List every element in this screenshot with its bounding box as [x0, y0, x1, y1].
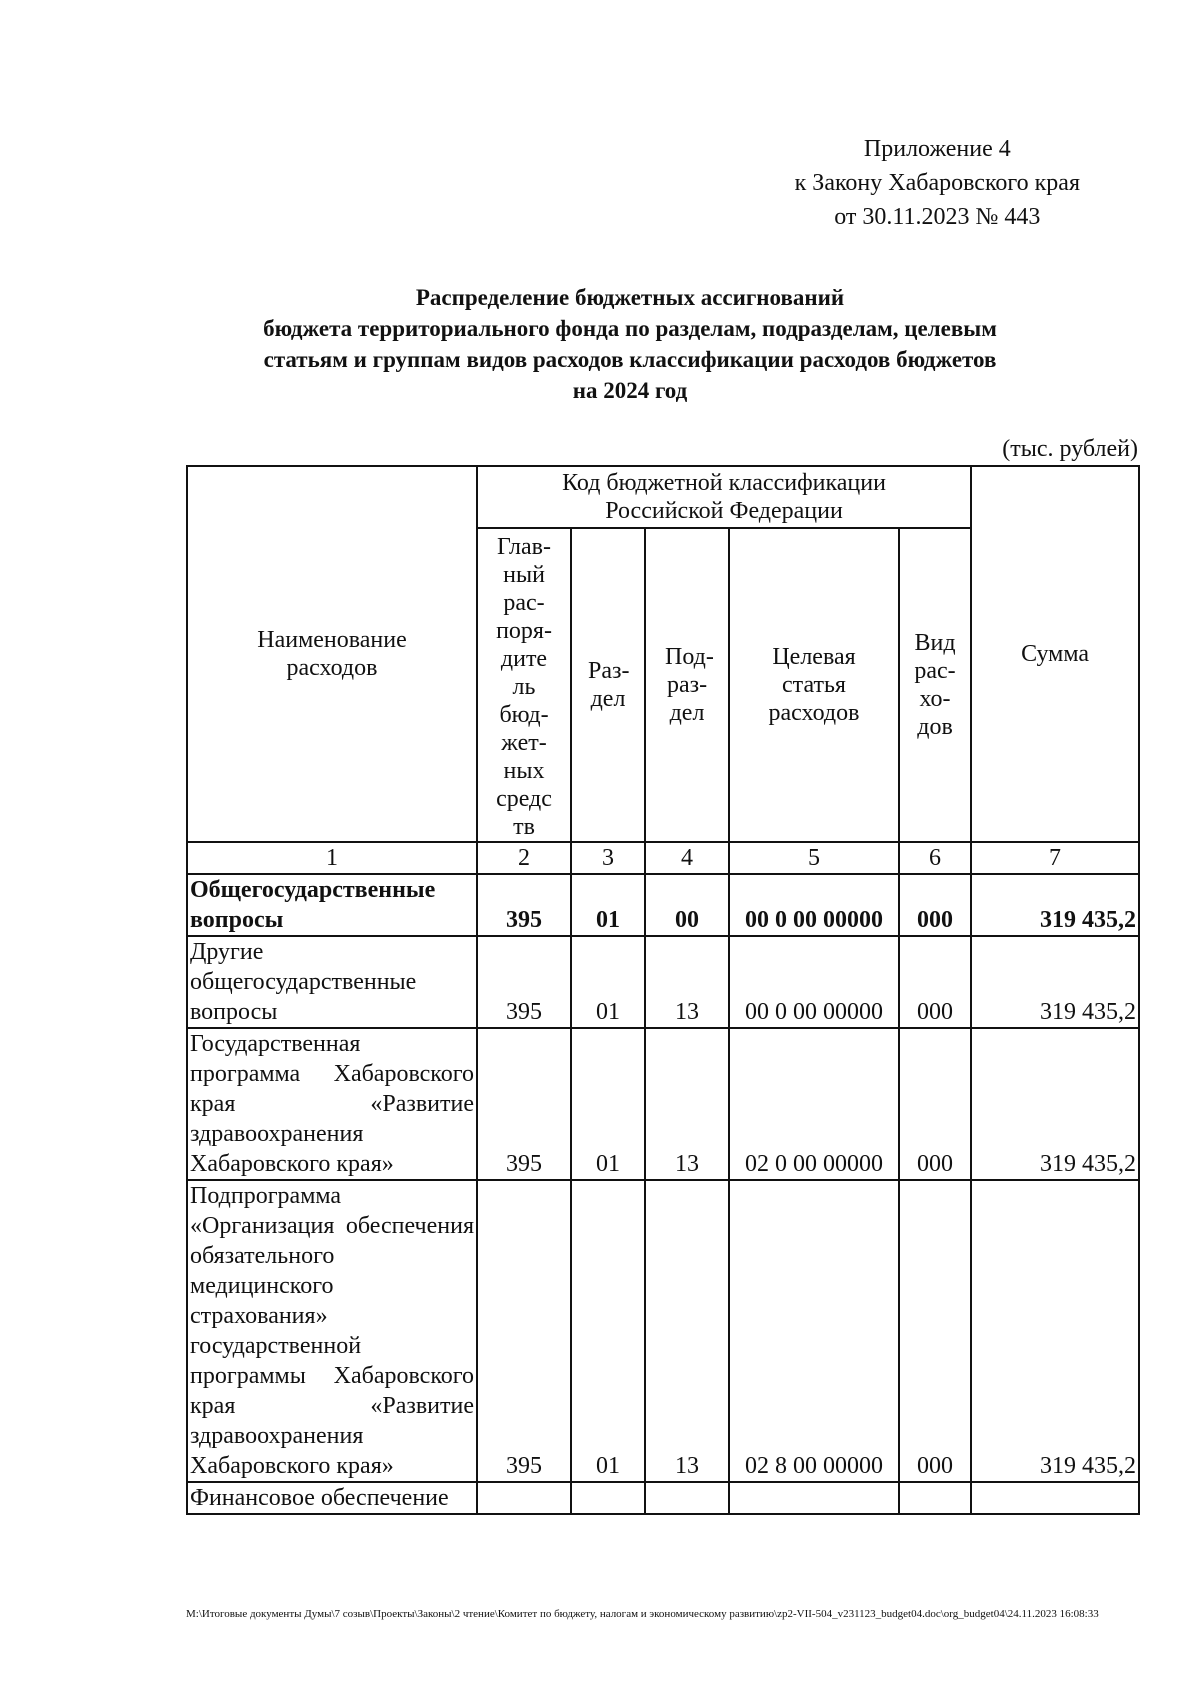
- row-expense-type: 000: [899, 936, 971, 1028]
- row-section: 01: [571, 874, 645, 936]
- row-expense-type: 000: [899, 874, 971, 936]
- column-number: 1: [187, 842, 477, 874]
- row-name: Общегосударственные вопросы: [187, 874, 477, 936]
- row-target: 02 8 00 00000: [729, 1180, 899, 1482]
- row-sum: 319 435,2: [971, 874, 1139, 936]
- row-name: Финансовое обеспечение: [187, 1482, 477, 1514]
- header-name: Наименование расходов: [187, 466, 477, 842]
- title-line-2: бюджета территориального фонда по разделам, подразделам, целевым: [263, 316, 997, 341]
- title-line-1: Распределение бюджетных ассигнований: [415, 285, 845, 310]
- header-section: [571, 528, 645, 842]
- table-row: [187, 936, 1139, 1028]
- header-subsection: [645, 528, 729, 842]
- row-section: [571, 1482, 645, 1514]
- column-number: 3: [571, 842, 645, 874]
- row-gr: 395: [477, 936, 571, 1028]
- row-name: Государственная программа Хабаровского края «Развитие здравоохранения Хабаровского края»: [187, 1028, 477, 1180]
- table-row: [187, 1482, 1139, 1514]
- row-subsection: 00: [645, 874, 729, 936]
- appendix-header: [795, 132, 1080, 234]
- budget-table: [186, 465, 1140, 1515]
- row-sum: 319 435,2: [971, 1180, 1139, 1482]
- units-label: (тыс. рублей): [1002, 436, 1138, 462]
- row-section: 01: [571, 1180, 645, 1482]
- row-expense-type: [899, 1482, 971, 1514]
- row-sum: 319 435,2: [971, 936, 1139, 1028]
- row-gr: 395: [477, 874, 571, 936]
- row-gr: [477, 1482, 571, 1514]
- row-subsection: 13: [645, 936, 729, 1028]
- row-subsection: 13: [645, 1028, 729, 1180]
- row-gr: 395: [477, 1028, 571, 1180]
- header-code-group: Код бюджетной классификации Российской Федерации: [477, 466, 971, 528]
- header-sum: Сумма: [971, 466, 1139, 842]
- row-section: 01: [571, 936, 645, 1028]
- row-target: 02 0 00 00000: [729, 1028, 899, 1180]
- column-number: 2: [477, 842, 571, 874]
- row-target: 00 0 00 00000: [729, 874, 899, 936]
- header-main-manager-text: Глав-ный рас-поря-дитель бюд-жет-ных средств: [496, 534, 552, 840]
- row-expense-type: 000: [899, 1180, 971, 1482]
- row-subsection: 13: [645, 1180, 729, 1482]
- row-expense-type: 000: [899, 1028, 971, 1180]
- row-sum: 319 435,2: [971, 1028, 1139, 1180]
- table-row: [187, 874, 1139, 936]
- document-title: [230, 282, 1030, 406]
- header-expense-type-text: Вид рас-хо-дов: [914, 630, 956, 740]
- appendix-number: Приложение 4: [863, 136, 1011, 162]
- appendix-date: от 30.11.2023 № 443: [834, 204, 1041, 230]
- header-section-text: Раз-дел: [588, 658, 630, 712]
- title-line-3: статьям и группам видов расходов классификации расходов бюджетов: [263, 347, 997, 372]
- appendix-law: к Закону Хабаровского края: [794, 170, 1080, 196]
- row-name: Подпрограмма «Организация обеспечения обязательного медицинского страхования» государственной программы Хабаровского края «Развитие здравоохранения Хабаровского края»: [187, 1180, 477, 1482]
- table-row: [187, 1180, 1139, 1482]
- table-row: [187, 1028, 1139, 1180]
- header-subsection-text: Под-раз-дел: [665, 644, 714, 726]
- header-main-manager: [477, 528, 571, 842]
- column-number: 6: [899, 842, 971, 874]
- row-target: [729, 1482, 899, 1514]
- header-expense-type: [899, 528, 971, 842]
- file-path-footer: M:\Итоговые документы Думы\7 созыв\Проекты\Законы\2 чтение\Комитет по бюджету, налогам и экономическому развитию\zp2-VII-504_v231123_budget04.doc\org_budget04\24.11.2023 16:08:33: [186, 1608, 1099, 1620]
- row-name: Другие общегосударственные вопросы: [187, 936, 477, 1028]
- row-target: 00 0 00 00000: [729, 936, 899, 1028]
- row-subsection: [645, 1482, 729, 1514]
- column-number: 5: [729, 842, 899, 874]
- title-line-4: на 2024 год: [572, 378, 688, 403]
- row-section: 01: [571, 1028, 645, 1180]
- row-sum: [971, 1482, 1139, 1514]
- row-gr: 395: [477, 1180, 571, 1482]
- column-number: 7: [971, 842, 1139, 874]
- column-number: 4: [645, 842, 729, 874]
- header-target-text: Целевая статья расходов: [768, 644, 860, 726]
- column-numbers-row: [187, 842, 1139, 874]
- header-target: [729, 528, 899, 842]
